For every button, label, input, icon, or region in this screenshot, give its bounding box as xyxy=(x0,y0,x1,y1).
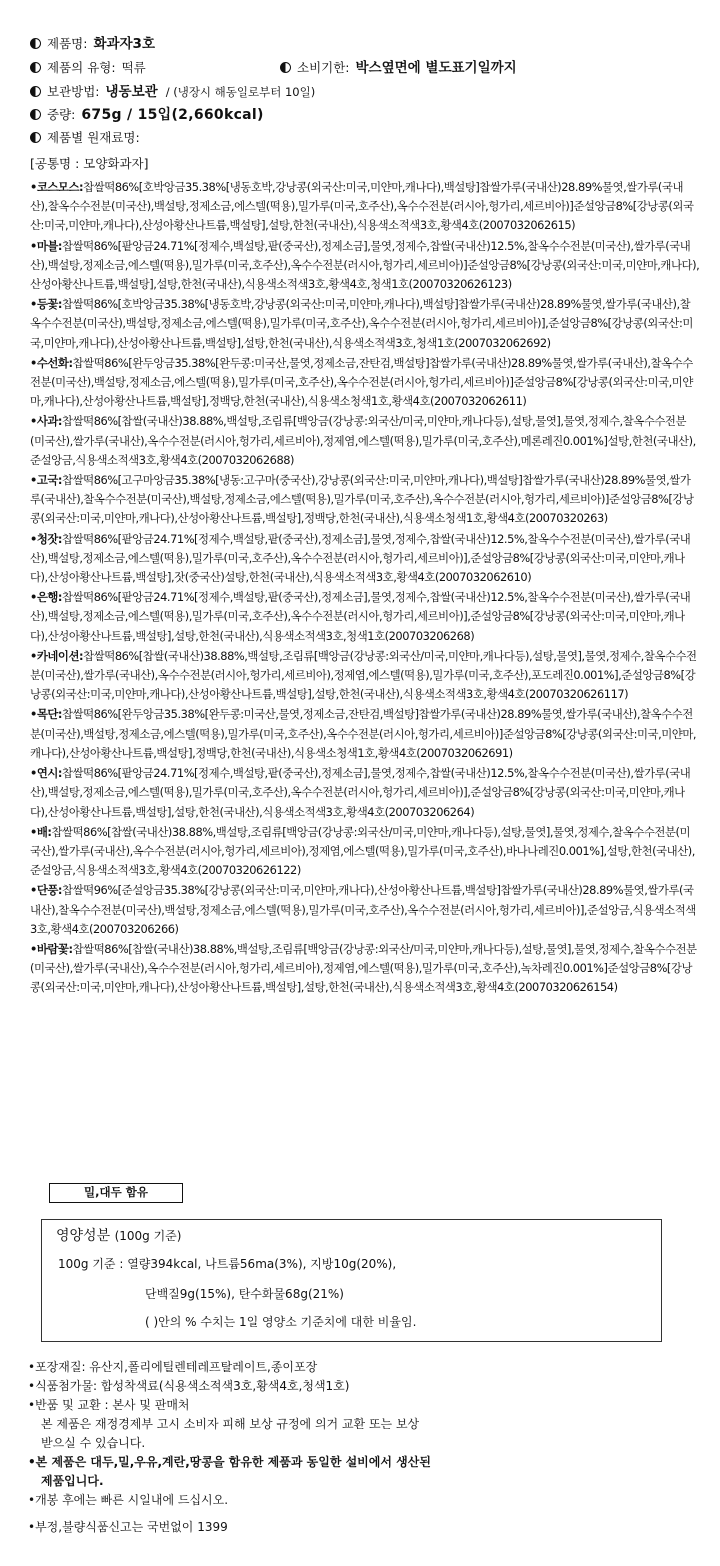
exchange-title: •반품 및 교환 : 본사 및 판매처 xyxy=(28,1398,190,1412)
weight-label: 중량: xyxy=(47,107,76,122)
half-circle-bullet-icon xyxy=(30,132,41,143)
report-note: •부정,불량식품신고는 국번없이 1399 xyxy=(28,1520,228,1534)
nutrition-title-row xyxy=(56,1225,181,1245)
row-ingredients-label xyxy=(30,128,700,152)
ingredient-item xyxy=(30,588,700,646)
nutrition-panel xyxy=(41,1219,662,1342)
nutrition-title: 영양성분 xyxy=(56,1228,111,1244)
after-open-note: •개봉 후에는 빠른 시일내에 드십시오. xyxy=(28,1493,229,1507)
exchange-line-2: 받으실 수 있습니다. xyxy=(41,1436,146,1450)
nutrition-title-note: (100g 기준) xyxy=(114,1229,182,1243)
ingredient-item xyxy=(30,530,700,588)
half-circle-bullet-icon xyxy=(30,38,41,49)
ingredient-name: •수선화: xyxy=(30,355,73,370)
ingredient-text: 찹쌀떡86%[완두앙금35.38%[완두콩:미국산,물엿,정제소금,잔탄검,백설탕]찹쌀가루(국내산)28.89%물엿,쌀가루(국내산),찰옥수수전분(미국산),백설탕,정제소금,에스텔(떡용),밀가루(미국,호주산),옥수수전분(러시아,헝가리,세르비아)]준설앙금8%[강낭콩(외국산:미국,미얀마,캐나다),산성아황산나트륨,백설탕],정백당,한천(국내산),식용색소청색1호,황색4호(2007032062611) xyxy=(30,355,693,409)
row-product-name xyxy=(30,32,700,56)
half-circle-bullet-icon xyxy=(30,62,41,73)
ingredient-name: •바람꽃: xyxy=(30,941,73,956)
ingredient-item xyxy=(30,940,700,998)
ingredient-text: 찹쌀떡86%[호박앙금35.38%[냉동호박,강낭콩(외국산:미국,미얀마,캐나다),백설탕]찹쌀가루(국내산)28.89%물엿,쌀가루(국내산),찰옥수수전분(미국산),백설탕,정제소금,에스텔(떡용),밀가루(미국,호주산),옥수수전분(러시아,헝가리,세르비아)],준설앙금8%[강낭콩(외국산:미국,미얀마,캐나다),산성아황산나트륨,백설탕],설탕,한천(국내산),식용색소적색3호,청색1호(2007032062692) xyxy=(30,297,693,350)
storage-note: / (냉장시 해동일로부터 10일) xyxy=(165,85,316,99)
ingredient-text: 찹쌀떡86%[완두앙금35.38%[완두콩:미국산,물엿,정제소금,잔탄검,백설탕]찹쌀가루(국내산)28.89%물엿,쌀가루(국내산),찰옥수수전분(미국산),백설탕,정제소금,에스텔(떡용),밀가루(미국,호주산),옥수수전분(러시아,헝가리,세르비아)]준설앙금8%[강낭콩(외국산:미국,미얀마,캐나다),산성아황산나트륨,백설탕],정백당,한천(국내산),식용색소청색1호,황색4호(2007032062691) xyxy=(30,707,697,760)
nutrition-line-1: 100g 기준 : 열량394kcal, 나트륨56ma(3%), 지방10g(20%), xyxy=(58,1257,397,1271)
footer-notes xyxy=(28,1358,698,1537)
ingredient-item xyxy=(30,354,700,412)
expiry-label: 소비기한: xyxy=(297,60,350,75)
weight-value: 675g / 15입(2,660kcal) xyxy=(81,107,264,123)
ingredients-label: 제품별 원재료명: xyxy=(47,130,140,145)
ingredient-text: 찹쌀떡86%[호박앙금35.38%[냉동호박,강낭콩(외국산:미국,미얀마,캐나다),백설탕]찹쌀가루(국내산)28.89%물엿,쌀가루(국내산),찰옥수수전분(미국산),백설탕,정제소금,에스텔(떡용),밀가루(미국,호주산),옥수수전분(러시아,헝가리,세르비아)]준설앙금8%[강낭콩(외국산:미국,미얀마,캐나다),산성아황산나트륨,백설탕],설탕,한천(국내산),식용색소적색3호,황색4호(2007032062615) xyxy=(30,180,694,233)
type-label: 제품의 유형: xyxy=(47,60,116,75)
expiry-value: 박스옆면에 별도표기일까지 xyxy=(355,60,517,76)
row-type-expiry xyxy=(30,56,700,80)
nutrition-line-2: 단백질9g(15%), 탄수화물68g(21%) xyxy=(145,1287,344,1301)
ingredient-text: 찹쌀떡96%[준설앙금35.38%[강낭콩(외국산:미국,미얀마,캐나다),산성아황산나트륨,백설탕]찹쌀가루(국내산)28.89%물엿,쌀가루(국내산),찰옥수수전분(미국산),백설탕,정제소금,에스텔(떡용),밀가루(미국,호주산),옥수수전분(러시아,헝가리,세르비아)],준설앙금,식용색소적색3호,황색4호(200703206266) xyxy=(30,883,696,936)
ingredient-item xyxy=(30,881,700,939)
ingredient-item xyxy=(30,178,700,236)
ingredient-item xyxy=(30,237,700,295)
storage-label: 보관방법: xyxy=(47,84,100,99)
type-value: 떡류 xyxy=(121,60,146,75)
exchange-line-1: 본 제품은 재정경제부 고시 소비자 피해 보상 규정에 의거 교환 또는 보상 xyxy=(41,1417,420,1431)
additives-note: •식품첨가물: 합성착색료(식용색소적색3호,황색4호,청색1호) xyxy=(28,1379,350,1393)
ingredient-name: •카네이션: xyxy=(30,648,84,663)
type-block xyxy=(30,58,280,76)
ingredient-text: 찹쌀떡86%[고구마앙금35.38%[냉동:고구마(중국산),강낭콩(외국산:미국,미얀마,캐나다),백설탕]찹쌀가루(국내산)28.89%물엿,쌀가루(국내산),찰옥수수전분(미국산),백설탕,정제소금,에스텔(떡용),밀가루(미국,호주산),옥수수전분(러시아,헝가리,세르비아)]준설앙금8%[강낭콩(외국산:미국,미얀마,캐나다),산성아황산나트륨,백설탕],정백당,한천(국내산),식용색소청색1호,황색4호(20070320263) xyxy=(30,473,694,526)
product-label xyxy=(30,32,700,999)
ingredient-item xyxy=(30,764,700,822)
ingredient-name: •연시: xyxy=(30,766,63,781)
product-name: 화과자3호 xyxy=(93,36,155,52)
ingredient-name: •단풍: xyxy=(30,883,63,898)
allergen-line-2: 제품입니다. xyxy=(41,1474,104,1488)
half-circle-bullet-icon xyxy=(30,109,41,120)
row-storage xyxy=(30,80,700,104)
ingredient-text: 찹쌀떡86%[팥앙금24.71%[정제수,백설탕,팥(중국산),정제소금],물엿,정제수,찹쌀(국내산)12.5%,찰옥수수전분(미국산),쌀가루(국내산),백설탕,정제소금,에스텔(떡용),밀가루(미국,호주산),옥수수전분(러시아,헝가리,세르비아)]준설앙금8%[강낭콩(외국산:미국,미얀마,캐나다),산성아황산나트륨,백설탕],설탕,한천(국내산),식용색소적색3호,황색4호,청색1호(20070320626123) xyxy=(30,238,700,292)
ingredient-item xyxy=(30,647,700,705)
nutrition-line-3: ( )안의 % 수치는 1일 영양소 기준치에 대한 비율임. xyxy=(145,1315,417,1329)
ingredient-text: 찹쌀떡86%[찹쌀(국내산)38.88%,백설탕,조림류[백앙금(강낭콩:외국산/미국,미얀마,캐나다등),설탕,물엿],물엿,정제수,찰옥수수전분(미국산),쌀가루(국내산),옥수수전분(러시아,헝가리,세르비아),정제염,에스텔(떡용),밀가루(미국,호주산),포도레진0.001%],준설앙금8%[강낭콩(외국산:미국,미얀마,캐나다),산성아황산나트륨,백설탕],설탕,한천(국내산),식용색소적색3호,황색4호(20070320626117) xyxy=(30,648,697,702)
ingredient-list xyxy=(30,178,700,998)
ingredient-name: •목단: xyxy=(30,707,63,722)
ingredient-text: 찹쌀떡86%[찹쌀(국내산)38.88%,백설탕,조림류[백앙금(강낭콩:외국산/미국,미얀마,캐나다등),설탕,물엿],물엿,정제수,찰옥수수전분(미국산),쌀가루(국내산),옥수수전분(러시아,헝가리,세르비아),정제염,에스텔(떡용),밀가루(미국,호주산),메론레진0.001%]설탕,한천(국내산),준설앙금,식용색소적색3호,황색4호(2007032062688) xyxy=(30,414,696,467)
row-weight xyxy=(30,104,700,128)
storage-value: 냉동보관 xyxy=(105,84,158,100)
ingredient-name: •은행: xyxy=(30,590,63,605)
ingredient-item xyxy=(30,823,700,881)
ingredient-item xyxy=(30,412,700,470)
ingredient-item xyxy=(30,705,700,763)
half-circle-bullet-icon xyxy=(30,86,41,97)
packaging-note: •포장재질: 유산지,폴리에틸렌테레프탈레이트,종이포장 xyxy=(28,1360,318,1374)
ingredient-text: 찹쌀떡86%[팥앙금24.71%[정제수,백설탕,팥(중국산),정제소금],물엿,정제수,찹쌀(국내산)12.5%,찰옥수수전분(미국산),쌀가루(국내산),백설탕,정제소금,에스텔(떡용),밀가루(미국,호주산),옥수수전분(러시아,헝가리,세르비아)],준설앙금8%[강낭콩(외국산:미국,미얀마,캐나다),산성아황산나트륨,백설탕],설탕,한천(국내산),식용색소적색3호,황색4호(200703206264) xyxy=(30,766,691,819)
ingredient-text: 찹쌀떡86%[팥앙금24.71%[정제수,백설탕,팥(중국산),정제소금],물엿,정제수,찹쌀(국내산)12.5%,찰옥수수전분(미국산),쌀가루(국내산),백설탕,정제소금,에스텔(떡용),밀가루(미국,호주산),옥수수전분(러시아,헝가리,세르비아)],준설앙금8%[강낭콩(외국산:미국,미얀마,캐나다),산성아황산나트륨,백설탕],잣(중국산)설탕,한천(국내산),식용색소적색3호,황색4호(2007032062610) xyxy=(30,531,691,585)
ingredient-item xyxy=(30,295,700,353)
ingredient-name: •등꽃: xyxy=(30,297,63,312)
ingredient-name: •배: xyxy=(30,824,52,839)
ingredient-text: 찹쌀떡86%[찹쌀(국내산)38.88%,백설탕,조림류[백앙금(강낭콩:외국산/미국,미얀마,캐나다등),설탕,물엿],물엿,정제수,찰옥수수전분(미국산),쌀가루(국내산),옥수수전분(러시아,헝가리,세르비아),정제염,에스텔(떡용),밀가루(미국,호주산),녹차레진0.001%]준설앙금8%[강낭콩(외국산:미국,미얀마,캐나다),산성아황산나트륨,백설탕],설탕,한천(국내산),식용색소적색3호,황색4호(20070320626154) xyxy=(30,941,697,995)
half-circle-bullet-icon xyxy=(280,62,291,73)
ingredient-name: •코스모스: xyxy=(30,180,84,194)
ingredient-text: 찹쌀떡86%[찹쌀(국내산)38.88%,백설탕,조림류[백앙금(강낭콩:외국산/미국,미얀마,캐나다등),설탕,물엿],물엿,정제수,찰옥수수전분(미국산),쌀가루(국내산),옥수수전분(러시아,헝가리,세르비아),정제염,에스텔(떡용),밀가루(미국,호주산),바나나레진0.001%],설탕,한천(국내산),준설앙금,식용색소적색3호,황색4호(20070320626122) xyxy=(30,824,695,878)
allergy-badge: 밀,대두 함유 xyxy=(49,1183,183,1203)
allergen-line-1: •본 제품은 대두,밀,우유,계란,땅콩을 함유한 제품과 동일한 설비에서 생산된 xyxy=(28,1455,431,1469)
product-name-label: 제품명: xyxy=(47,36,88,51)
common-name: [공통명 : 모양화과자] xyxy=(30,156,149,171)
ingredient-name: •사과: xyxy=(30,414,63,429)
ingredient-name: •마블: xyxy=(30,238,63,253)
ingredient-name: •고국: xyxy=(30,473,63,488)
ingredient-item xyxy=(30,471,700,529)
ingredient-text: 찹쌀떡86%[팥앙금24.71%[정제수,백설탕,팥(중국산),정제소금],물엿,정제수,찹쌀(국내산)12.5%,찰옥수수전분(미국산),쌀가루(국내산),백설탕,정제소금,에스텔(떡용),밀가루(미국,호주산),옥수수전분(러시아,헝가리,세르비아)],준설앙금8%[강낭콩(외국산:미국,미얀마,캐나다),산성아황산나트륨,백설탕],설탕,한천(국내산),식용색소적색3호,청색1호(200703206268) xyxy=(30,590,691,643)
ingredient-name: •청잣: xyxy=(30,531,63,546)
